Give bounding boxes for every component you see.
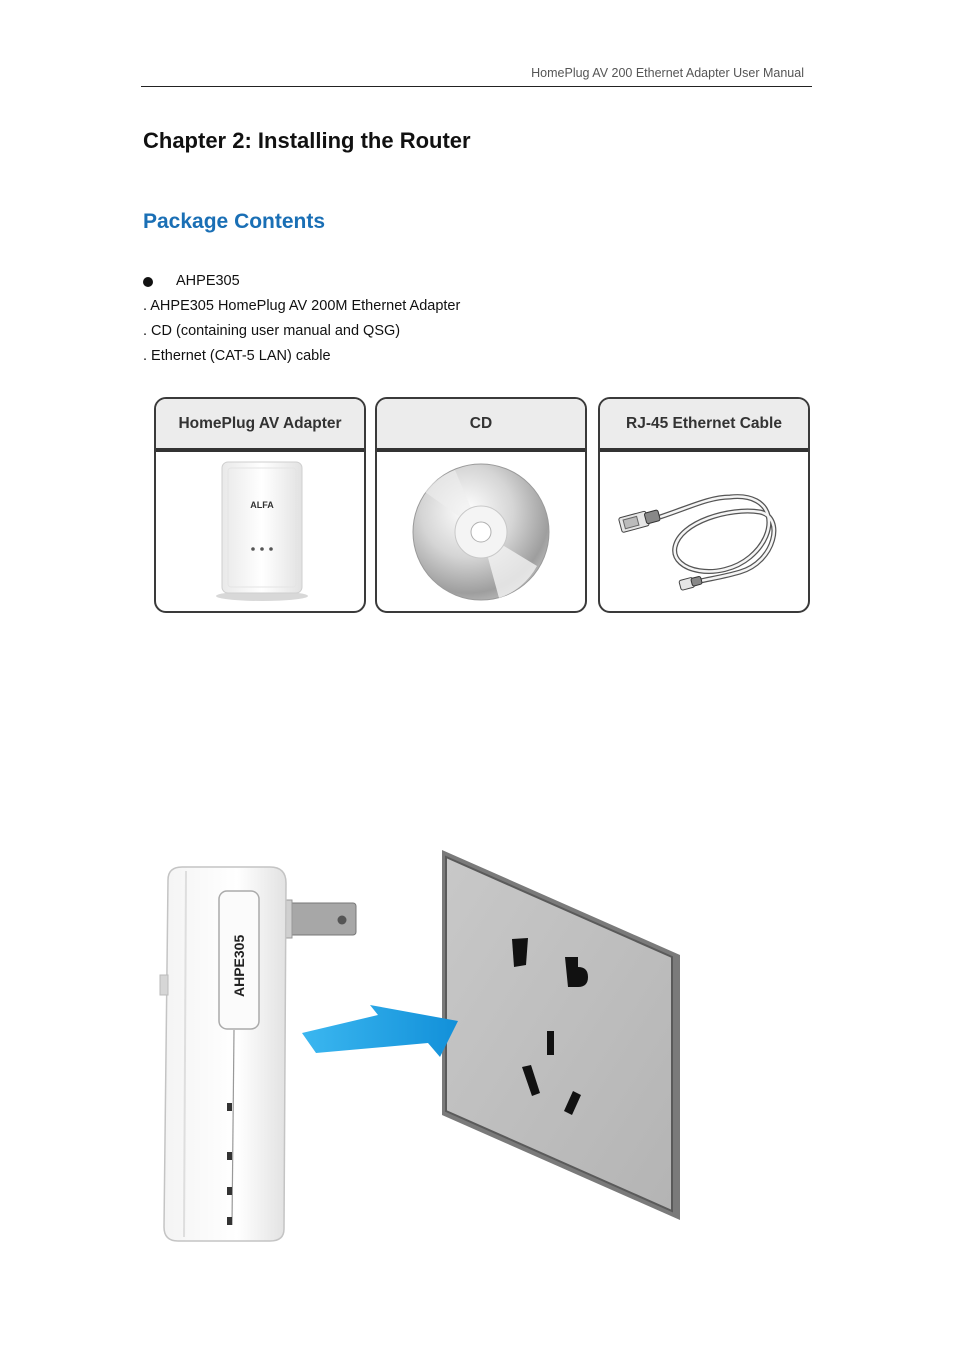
page-header <box>141 66 812 87</box>
card-cd-label: CD <box>377 399 585 452</box>
installation-illustration <box>150 845 690 1245</box>
card-adapter <box>154 397 366 613</box>
chapter-title: Chapter 2: Installing the Router <box>143 128 471 153</box>
device-side-label: AHPE305 <box>231 934 247 997</box>
insert-arrow-icon <box>302 1005 458 1057</box>
header-title: HomePlug AV 200 Ethernet Adapter User Manual <box>531 66 804 80</box>
adapter-image <box>156 452 364 611</box>
contents-line-cable: . Ethernet (CAT-5 LAN) cable <box>143 348 331 364</box>
card-cable <box>598 397 810 613</box>
card-adapter-label: HomePlug AV Adapter <box>156 399 364 452</box>
plug-prongs <box>282 900 356 938</box>
adapter-brand-text: ALFA <box>250 500 274 510</box>
cd-image <box>377 452 585 611</box>
contents-line-adapter: . AHPE305 HomePlug AV 200M Ethernet Adapter <box>143 298 461 314</box>
bullet-dot-icon <box>143 277 153 287</box>
bullet-label: AHPE305 <box>176 273 240 289</box>
cable-image <box>600 452 808 611</box>
adapter-device <box>160 867 286 1241</box>
card-cd <box>375 397 587 613</box>
wall-socket <box>442 850 680 1220</box>
contents-line-cd: . CD (containing user manual and QSG) <box>143 323 401 339</box>
section-title: Package Contents <box>143 210 326 233</box>
card-cable-label: RJ-45 Ethernet Cable <box>600 399 808 452</box>
